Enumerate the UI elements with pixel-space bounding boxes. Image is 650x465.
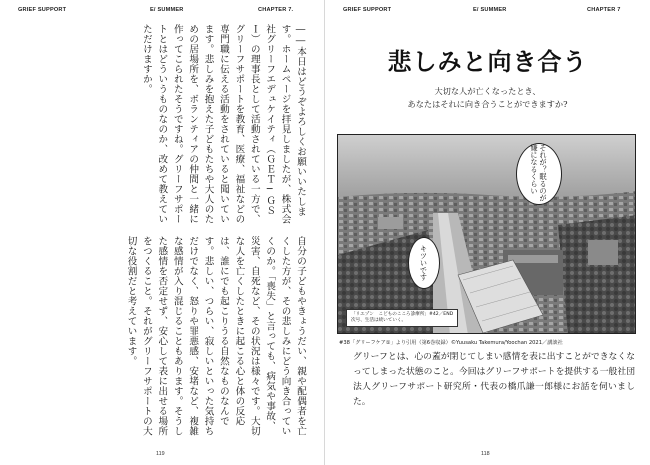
manga-illustration xyxy=(338,135,636,334)
manga-episode-tag xyxy=(346,309,458,327)
article-title: 悲しみと向き合う xyxy=(387,47,588,76)
right-page xyxy=(325,0,650,465)
running-header-left: GRIEF SUPPORT xyxy=(343,7,392,13)
speech-bubble xyxy=(516,143,562,205)
page-number-left: 119 xyxy=(156,451,165,457)
speech-bubble xyxy=(408,237,440,289)
manga-episode-note: 次号、生活は続いていく。 xyxy=(351,318,407,323)
running-header-right: CHAPTER 7. xyxy=(258,7,294,13)
running-header-left: GRIEF SUPPORT xyxy=(18,7,67,13)
manga-episode-title: 「リエゾン こどものこころ診療所」#42／END xyxy=(351,312,454,317)
running-header-center: E/ SUMMER xyxy=(473,7,507,13)
running-header-right: CHAPTER 7 xyxy=(587,7,621,13)
speech-bubble-text: それが？眠るのが嫌になるくらい xyxy=(530,144,548,202)
article-subtitle-line2: あなたはそれに向き合うことができますか? xyxy=(407,99,568,109)
page-number-right: 118 xyxy=(481,451,490,457)
article-subtitle-line1: 大切な人が亡くなったとき、 xyxy=(434,86,541,96)
interview-text-upper: ――本日はどうぞよろしくお願いいたします。ホームページを拝見しましたが、株式会社グリーフエデュケイティ（ＧＥＴ─ＧＳＩ）の理事長として活動されている一方で、グリーフサポートを教育、医療、福祉などの専門職に伝える活動をされていると聞いています。悲しみを抱えた子どもたちや大人のための居場所を、ボランティアの仲間と一緒に作ってこられたそうですね。グリーフサポートとはどういうものなのか、改めて教えていただけますか。 xyxy=(140,24,306,224)
interview-text-lower: 自分の子どもやきょうだい、親や配偶者を亡くした方が、その悲しみにどう向き合っていくのか。「喪失」と言っても、病気や事故、災害、自死など、その状況は様々です。大切な人を亡くしたときに起こる心と体の反応は、誰にでも起こりうる自然なものなんです。悲しい、つらい、寂しいといった気持ちだけでなく、怒りや罪悪感、安堵など、複雑な感情が入り混じることもあります。そうした感情を否定せず、安心して表に出せる場所をつくること。それがグリーフサポートの大切な役割だと考えています。 xyxy=(125,236,306,436)
manga-panel xyxy=(337,134,636,334)
running-header-center: E/ SUMMER xyxy=(150,7,184,13)
image-credit-caption: #38「グリーフケア①」より引用（第6巻収録）©Yuusaku Takemura/Yoochan 2021／講談社 xyxy=(339,340,563,346)
interview-body xyxy=(18,24,308,436)
article-lead-paragraph: グリーフとは、心の蓋が閉じてしまい感情を表に出すことができなくなってしまった状態のこと。今回はグリーフサポートを提供する一般社団法人グリーフサポート研究所・代表の橋爪謙一郎様にお話を伺いました。 xyxy=(353,352,635,407)
speech-bubble-text: キツいです xyxy=(419,245,429,281)
